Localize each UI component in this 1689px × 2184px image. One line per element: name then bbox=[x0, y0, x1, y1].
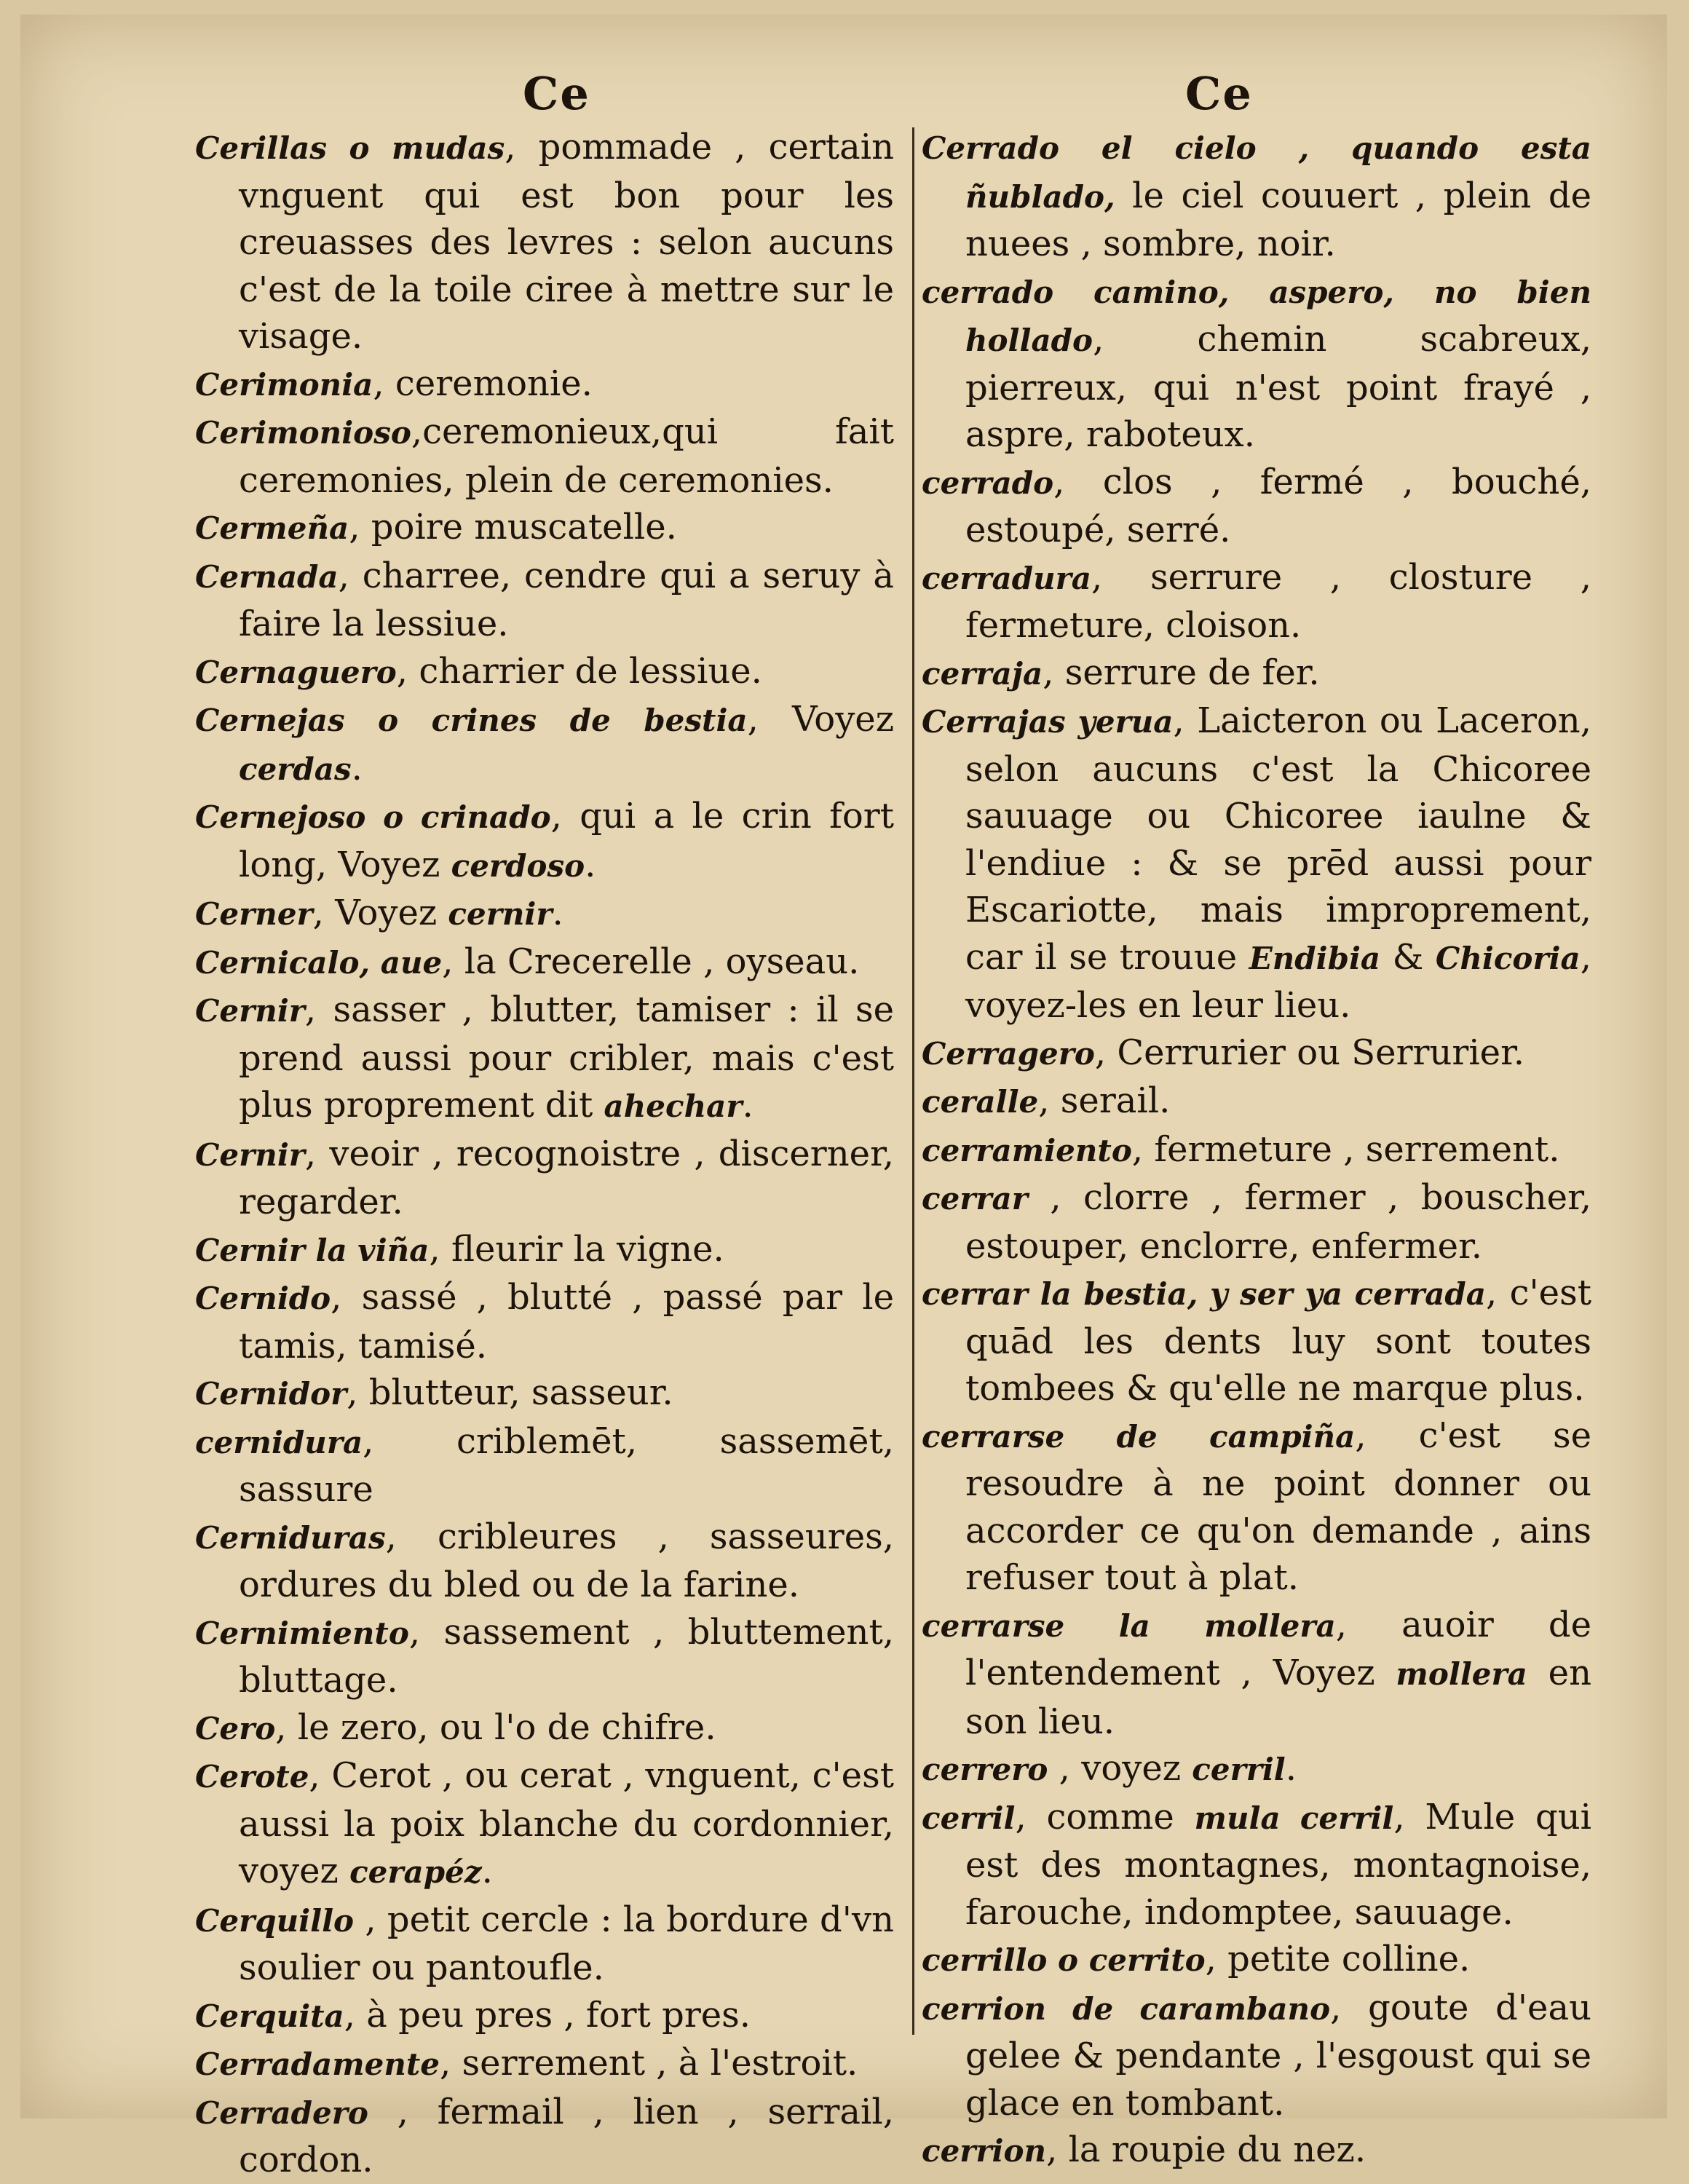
dictionary-entry bbox=[195, 1752, 894, 1896]
dictionary-entry bbox=[195, 504, 894, 553]
entry-definition-tail: . bbox=[351, 747, 363, 788]
entry-headword: Cerner bbox=[195, 896, 313, 932]
entry-headword: cerrero bbox=[922, 1752, 1048, 1787]
entry-definition: , Cerot , ou cerat , vnguent, c'est aussi la poix blanche du cordonnier, voyez bbox=[239, 1755, 894, 1891]
left-column bbox=[195, 124, 894, 2184]
entry-definition: , goute d'eau gelee & pendante , l'esgoust qui se glace en tombant. bbox=[965, 1987, 1591, 2124]
entry-definition: , serrure de fer. bbox=[1043, 652, 1320, 693]
entry-headword: cerrion bbox=[922, 2133, 1047, 2169]
entry-definition: ,ceremonieux,qui fait ceremonies, plein de ceremonies. bbox=[239, 411, 894, 501]
cross-reference: cerril bbox=[1192, 1752, 1286, 1787]
entry-definition: , à peu pres , fort pres. bbox=[344, 1994, 751, 2035]
dictionary-entry bbox=[922, 1985, 1591, 2127]
entry-headword: cerrarse de campiña bbox=[922, 1418, 1356, 1455]
entry-definition: , c'est se resoudre à ne point donner ou accorder ce qu'on demande , ains refuser tout à plat. bbox=[965, 1415, 1591, 1598]
entry-definition: , la Crecerelle , oyseau. bbox=[442, 941, 860, 982]
dictionary-entry bbox=[195, 1609, 894, 1704]
dictionary-entry bbox=[922, 1077, 1591, 1126]
entry-headword: cerradura bbox=[922, 560, 1092, 596]
entry-headword: cernidura bbox=[195, 1424, 363, 1460]
entry-headword: Cerquita bbox=[195, 1998, 344, 2034]
dictionary-entry bbox=[922, 2126, 1591, 2175]
cross-reference: mula cerril bbox=[1194, 1800, 1394, 1836]
cross-reference: mollera bbox=[1396, 1656, 1527, 1692]
entry-definition: , comme bbox=[1015, 1796, 1195, 1837]
dictionary-entry bbox=[195, 2040, 894, 2089]
entry-definition: , petite colline. bbox=[1205, 1939, 1471, 1979]
dictionary-entry bbox=[195, 1369, 894, 1418]
entry-definition: , clorre , fermer , bouscher, estouper, enclorre, enfermer. bbox=[965, 1177, 1591, 1267]
cross-reference: cerdas bbox=[239, 751, 352, 787]
dictionary-entry bbox=[195, 648, 894, 697]
dictionary-entry bbox=[195, 1418, 894, 1514]
cross-reference: Chicoria bbox=[1435, 940, 1581, 976]
entry-definition: , sasser , blutter, tamiser : il se prend aussi pour cribler, mais c'est plus proprement dit bbox=[239, 989, 894, 1125]
entry-definition: , Voyez bbox=[747, 699, 895, 740]
entry-definition-tail: , Mule qui est des montagnes, montagnoise, farouche, indomptee, sauuage. bbox=[965, 1796, 1591, 1933]
entry-headword: Cernada bbox=[195, 558, 339, 595]
cross-reference: ahechar bbox=[604, 1088, 743, 1124]
entry-definition: , blutteur, sasseur. bbox=[347, 1372, 673, 1413]
entry-headword: cerrar bbox=[922, 1181, 1028, 1216]
dictionary-entry bbox=[195, 360, 894, 409]
entry-definition: , poire muscatelle. bbox=[349, 507, 677, 547]
entry-definition-tail: , voyez-les en leur lieu. bbox=[965, 936, 1591, 1026]
entry-definition-tail: . bbox=[552, 893, 563, 933]
entry-definition: , serrement , à l'estroit. bbox=[440, 2043, 858, 2084]
entry-definition: , cribleures , sasseures, ordures du bled ou de la farine. bbox=[239, 1516, 894, 1605]
column-divider bbox=[912, 127, 914, 2035]
entry-definition: , charree, cendre qui a seruy à faire la lessiue. bbox=[239, 555, 894, 644]
entry-definition: , le zero, ou l'o de chifre. bbox=[275, 1706, 716, 1748]
dictionary-entry bbox=[922, 1174, 1591, 1270]
dictionary-entry bbox=[922, 1745, 1591, 1794]
dictionary-entry bbox=[922, 1936, 1591, 1985]
entry-definition: , voyez bbox=[1048, 1748, 1192, 1789]
dictionary-entry bbox=[922, 1602, 1591, 1746]
entry-headword: cerrado bbox=[922, 464, 1054, 501]
entry-headword: cerrarse la mollera bbox=[922, 1607, 1336, 1644]
entry-headword: Cerrajas yerua bbox=[922, 704, 1174, 740]
dictionary-entry bbox=[195, 124, 894, 360]
entry-headword: Cermeña bbox=[195, 510, 349, 546]
cross-reference: cerdoso bbox=[451, 847, 585, 884]
entry-definition-tail: en son lieu. bbox=[965, 1653, 1591, 1742]
entry-headword: ceralle bbox=[922, 1084, 1039, 1120]
dictionary-entry bbox=[195, 1514, 894, 1609]
entry-headword: Cernido bbox=[195, 1281, 331, 1316]
entry-definition-tail: . bbox=[585, 844, 596, 885]
book-page bbox=[20, 15, 1667, 2180]
entry-headword: cerraja bbox=[922, 655, 1043, 692]
dictionary-entry bbox=[195, 696, 894, 793]
entry-definition: , serrure , closture , fermeture, cloison. bbox=[965, 556, 1591, 646]
dictionary-entry bbox=[195, 553, 894, 648]
entry-headword: Cernidor bbox=[195, 1376, 347, 1412]
entry-definition: , fleurir la vigne. bbox=[429, 1228, 724, 1270]
entry-definition-tail: . bbox=[481, 1851, 493, 1891]
dictionary-entry bbox=[922, 1412, 1591, 1602]
dictionary-entry bbox=[922, 459, 1591, 554]
dictionary-entry bbox=[922, 697, 1591, 1029]
cross-reference: cernir bbox=[448, 896, 553, 932]
entry-headword: Cerote bbox=[195, 1759, 309, 1795]
entry-headword: cerrion de carambano bbox=[922, 1990, 1331, 2027]
entry-definition: , sassement , bluttement, bluttage. bbox=[239, 1611, 894, 1701]
entry-definition: , Cerrurier ou Serrurier. bbox=[1094, 1032, 1525, 1073]
entry-headword: Cernicalo, aue bbox=[195, 944, 443, 981]
entry-definition: , Voyez bbox=[312, 893, 448, 933]
entry-headword: cerrado camino, aspero, no bien hollado bbox=[922, 274, 1591, 358]
entry-headword: Cerrado el cielo , quando esta ñublado, bbox=[922, 130, 1591, 215]
dictionary-entry bbox=[922, 1029, 1591, 1078]
dictionary-entry bbox=[195, 986, 894, 1131]
dictionary-entry bbox=[195, 1896, 894, 1992]
dictionary-entry bbox=[195, 408, 894, 504]
entry-definition: , c'est quād les dents luy sont toutes tombees & qu'elle ne marque plus. bbox=[965, 1273, 1591, 1409]
dictionary-entry bbox=[922, 124, 1591, 268]
dictionary-entry bbox=[195, 1131, 894, 1226]
running-header-left: Ce bbox=[523, 67, 590, 120]
entry-headword: Cerragero bbox=[922, 1035, 1095, 1072]
entry-headword: Cerimonia bbox=[195, 366, 373, 403]
entry-definition: , auoir de l'entendement , Voyez bbox=[965, 1604, 1591, 1693]
entry-definition-tail: . bbox=[742, 1085, 753, 1125]
dictionary-entry bbox=[195, 938, 894, 987]
entry-definition: , fermail , lien , serrail, cordon. bbox=[239, 2091, 894, 2180]
entry-definition: , veoir , recognoistre , discerner, regarder. bbox=[239, 1133, 894, 1222]
dictionary-entry bbox=[195, 1704, 894, 1753]
entry-definition: , fermeture , serrement. bbox=[1131, 1128, 1560, 1170]
entry-definition: , pommade , certain vnguent qui est bon pour les creuasses des levres : selon aucuns c'est de la toile ciree à mettre sur le visage. bbox=[239, 127, 894, 357]
entry-headword: cerrillo o cerrito bbox=[922, 1942, 1206, 1978]
entry-headword: cerrar la bestia, y ser ya cerrada bbox=[922, 1276, 1486, 1312]
entry-headword: cerril bbox=[922, 1800, 1016, 1836]
dictionary-entry bbox=[922, 554, 1591, 649]
entry-headword: Cernejoso o crinado bbox=[195, 799, 551, 835]
entry-headword: Cerillas o mudas bbox=[195, 130, 505, 166]
dictionary-entry bbox=[922, 1794, 1591, 1936]
entry-headword: Cerniduras bbox=[195, 1519, 386, 1556]
entry-headword: Cerquillo bbox=[195, 1902, 355, 1939]
entry-headword: Cernimiento bbox=[195, 1615, 409, 1651]
entry-definition: , ceremonie. bbox=[373, 363, 593, 404]
entry-definition-tail: . bbox=[1285, 1748, 1297, 1789]
cross-reference: Endibia bbox=[1249, 940, 1381, 976]
dictionary-entry bbox=[195, 890, 894, 938]
entry-headword: Cerimonioso bbox=[195, 415, 411, 451]
dictionary-entry bbox=[195, 1274, 894, 1369]
entry-definition: , sassé , blutté , passé par le tamis, tamisé. bbox=[239, 1277, 894, 1366]
dictionary-entry bbox=[195, 1226, 894, 1275]
entry-headword: Cernaguero bbox=[195, 654, 397, 690]
entry-definition: , serail. bbox=[1038, 1080, 1171, 1121]
entry-definition: , charrier de lessiue. bbox=[396, 650, 762, 692]
entry-headword: Cernir bbox=[195, 993, 305, 1029]
running-header-right: Ce bbox=[1185, 67, 1253, 120]
entry-definition: , chemin scabreux, pierreux, qui n'est point frayé , aspre, raboteux. bbox=[965, 319, 1591, 455]
entry-definition: , Laicteron ou Laceron, selon aucuns c'est la Chicoree sauuage ou Chicoree iaulne & l'endiue : & se prēd aussi pour Escariotte, mais improprement, car il se trouue bbox=[965, 700, 1591, 978]
cross-reference: cerapéz bbox=[349, 1854, 482, 1890]
entry-definition: , la roupie du nez. bbox=[1046, 2129, 1366, 2170]
entry-headword: Cernejas o crines de bestia bbox=[195, 703, 748, 738]
entry-definition: , petit cercle : la bordure d'vn soulier ou pantoufle. bbox=[239, 1899, 894, 1988]
entry-definition: , criblemēt, sassemēt, sassure bbox=[239, 1420, 894, 1510]
entry-headword: Cerradamente bbox=[195, 2046, 440, 2082]
entry-definition-tail: & bbox=[1380, 936, 1436, 978]
dictionary-entry bbox=[922, 649, 1591, 698]
entry-definition: le ciel couuert , plein de nuees , sombre, noir. bbox=[965, 175, 1591, 264]
entry-definition: , qui a le crin fort long, Voyez bbox=[239, 796, 895, 885]
dictionary-entry bbox=[195, 2089, 894, 2184]
dictionary-entry bbox=[195, 793, 894, 890]
entry-headword: Cerradero bbox=[195, 2094, 368, 2131]
dictionary-entry bbox=[922, 1270, 1591, 1412]
dictionary-entry bbox=[922, 268, 1591, 459]
right-column bbox=[922, 124, 1591, 2175]
entry-headword: Cernir la viña bbox=[195, 1232, 430, 1268]
dictionary-entry bbox=[195, 1992, 894, 2041]
entry-headword: Cero bbox=[195, 1710, 276, 1746]
entry-headword: cerramiento bbox=[922, 1132, 1132, 1168]
entry-headword: Cernir bbox=[195, 1136, 305, 1173]
entry-definition: , clos , fermé , bouché, estoupé, serré. bbox=[965, 461, 1591, 550]
dictionary-entry bbox=[922, 1126, 1591, 1175]
